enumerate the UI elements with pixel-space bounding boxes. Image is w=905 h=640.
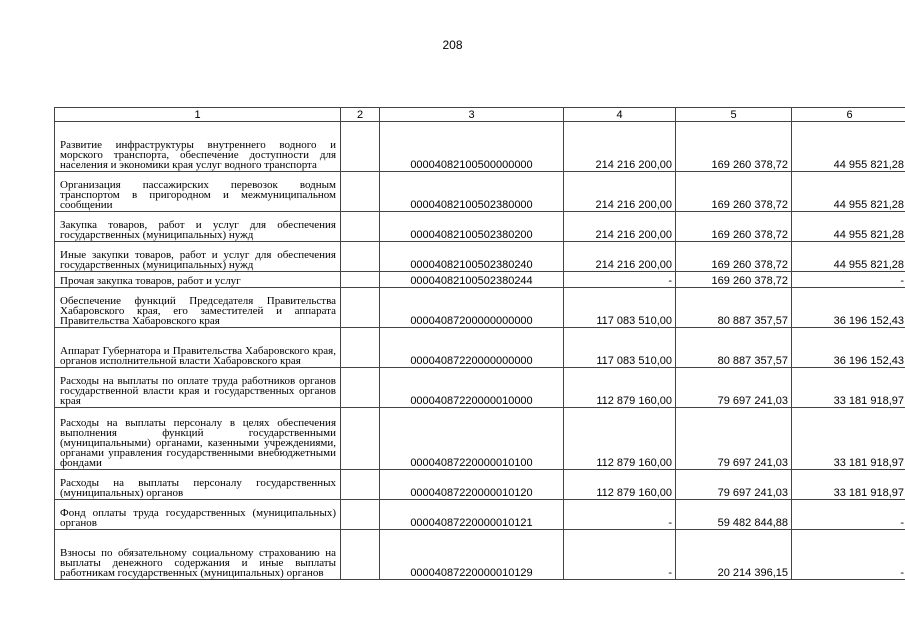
row-value-col6: 33 181 918,97 [792,408,905,470]
row-section-cell [341,530,380,580]
row-value-col5: 20 214 396,15 [676,530,792,580]
table-row [55,122,905,172]
page-number: 208 [442,38,463,52]
row-value-col5: 80 887 357,57 [676,288,792,328]
row-code-cell: 00004082100502380000 [380,172,564,212]
row-value-col6: 44 955 821,28 [792,172,905,212]
row-value-col6: 33 181 918,97 [792,470,905,500]
row-value-col4: 112 879 160,00 [564,470,676,500]
row-value-col4: 117 083 510,00 [564,288,676,328]
row-section-cell [341,172,380,212]
table-row [55,172,905,212]
row-name-cell: Закупка товаров, работ и услуг для обеспечения государственных (муниципальных) нужд [55,212,341,242]
row-name-cell: Обеспечение функций Председателя Правительства Хабаровского края, его заместителей и аппарата Правительства Хабаровского края [55,288,341,328]
row-value-col5: 59 482 844,88 [676,500,792,530]
table-row [55,530,905,580]
row-section-cell [341,368,380,408]
row-value-col6: - [792,272,905,288]
table-row [55,242,905,272]
row-value-col5: 79 697 241,03 [676,408,792,470]
table-header-row [55,108,905,122]
row-code-cell: 00004087220000010129 [380,530,564,580]
row-section-cell [341,328,380,368]
table-row [55,288,905,328]
row-value-col6: - [792,530,905,580]
row-name-cell: Фонд оплаты труда государственных (муниципальных) органов [55,500,341,530]
row-code-cell: 00004087220000010121 [380,500,564,530]
column-header: 3 [380,108,564,122]
row-value-col4: 112 879 160,00 [564,368,676,408]
column-header: 5 [676,108,792,122]
row-name-cell: Расходы на выплаты персоналу государственных (муниципальных) органов [55,470,341,500]
row-value-col4: 112 879 160,00 [564,408,676,470]
row-value-col5: 169 260 378,72 [676,172,792,212]
budget-table [54,107,905,580]
row-code-cell: 00004087220000010000 [380,368,564,408]
row-name-cell: Развитие инфраструктуры внутреннего водного и морского транспорта, обеспечение доступности для населения и экономики края услуг водного транспорта [55,122,341,172]
row-value-col5: 79 697 241,03 [676,368,792,408]
row-section-cell [341,288,380,328]
row-value-col4: 214 216 200,00 [564,172,676,212]
row-value-col4: - [564,272,676,288]
row-value-col6: - [792,500,905,530]
row-value-col5: 169 260 378,72 [676,242,792,272]
row-value-col4: 214 216 200,00 [564,242,676,272]
row-code-cell: 00004087220000010100 [380,408,564,470]
row-code-cell: 00004087220000000000 [380,328,564,368]
row-name-cell: Прочая закупка товаров, работ и услуг [55,272,341,288]
table-row [55,368,905,408]
row-name-cell: Аппарат Губернатора и Правительства Хабаровского края, органов исполнительной власти Хабаровского края [55,328,341,368]
table-row [55,272,905,288]
row-value-col6: 44 955 821,28 [792,212,905,242]
row-code-cell: 00004082100500000000 [380,122,564,172]
row-code-cell: 00004082100502380240 [380,242,564,272]
table-row [55,500,905,530]
table-row [55,212,905,242]
row-value-col4: 117 083 510,00 [564,328,676,368]
table-row [55,328,905,368]
row-value-col5: 169 260 378,72 [676,272,792,288]
row-code-cell: 00004082100502380244 [380,272,564,288]
column-header: 1 [55,108,341,122]
row-value-col4: 214 216 200,00 [564,122,676,172]
row-value-col6: 33 181 918,97 [792,368,905,408]
row-section-cell [341,242,380,272]
row-value-col5: 169 260 378,72 [676,212,792,242]
row-code-cell: 00004082100502380200 [380,212,564,242]
row-value-col6: 36 196 152,43 [792,328,905,368]
row-value-col6: 44 955 821,28 [792,122,905,172]
column-header: 2 [341,108,380,122]
column-header: 4 [564,108,676,122]
table-row [55,408,905,470]
row-value-col5: 79 697 241,03 [676,470,792,500]
row-value-col4: - [564,530,676,580]
row-value-col5: 80 887 357,57 [676,328,792,368]
row-name-cell: Иные закупки товаров, работ и услуг для обеспечения государственных (муниципальных) нужд [55,242,341,272]
row-section-cell [341,212,380,242]
row-name-cell: Расходы на выплаты персоналу в целях обеспечения выполнения функций государственными (муниципальными) органами, казенными учреждениями, органами управления государственными внебюджетными фондами [55,408,341,470]
row-section-cell [341,122,380,172]
row-section-cell [341,500,380,530]
row-code-cell: 00004087200000000000 [380,288,564,328]
row-code-cell: 00004087220000010120 [380,470,564,500]
column-header: 6 [792,108,905,122]
row-section-cell [341,408,380,470]
row-name-cell: Организация пассажирских перевозок водным транспортом в пригородном и межмуниципальном сообщении [55,172,341,212]
row-name-cell: Расходы на выплаты по оплате труда работников органов государственной власти края и государственных органов края [55,368,341,408]
row-section-cell [341,272,380,288]
row-name-cell: Взносы по обязательному социальному страхованию на выплаты денежного содержания и иные выплаты работникам государственных (муниципальных) органов [55,530,341,580]
row-value-col6: 36 196 152,43 [792,288,905,328]
row-value-col4: - [564,500,676,530]
row-value-col5: 169 260 378,72 [676,122,792,172]
table-row [55,470,905,500]
row-value-col4: 214 216 200,00 [564,212,676,242]
row-value-col6: 44 955 821,28 [792,242,905,272]
row-section-cell [341,470,380,500]
